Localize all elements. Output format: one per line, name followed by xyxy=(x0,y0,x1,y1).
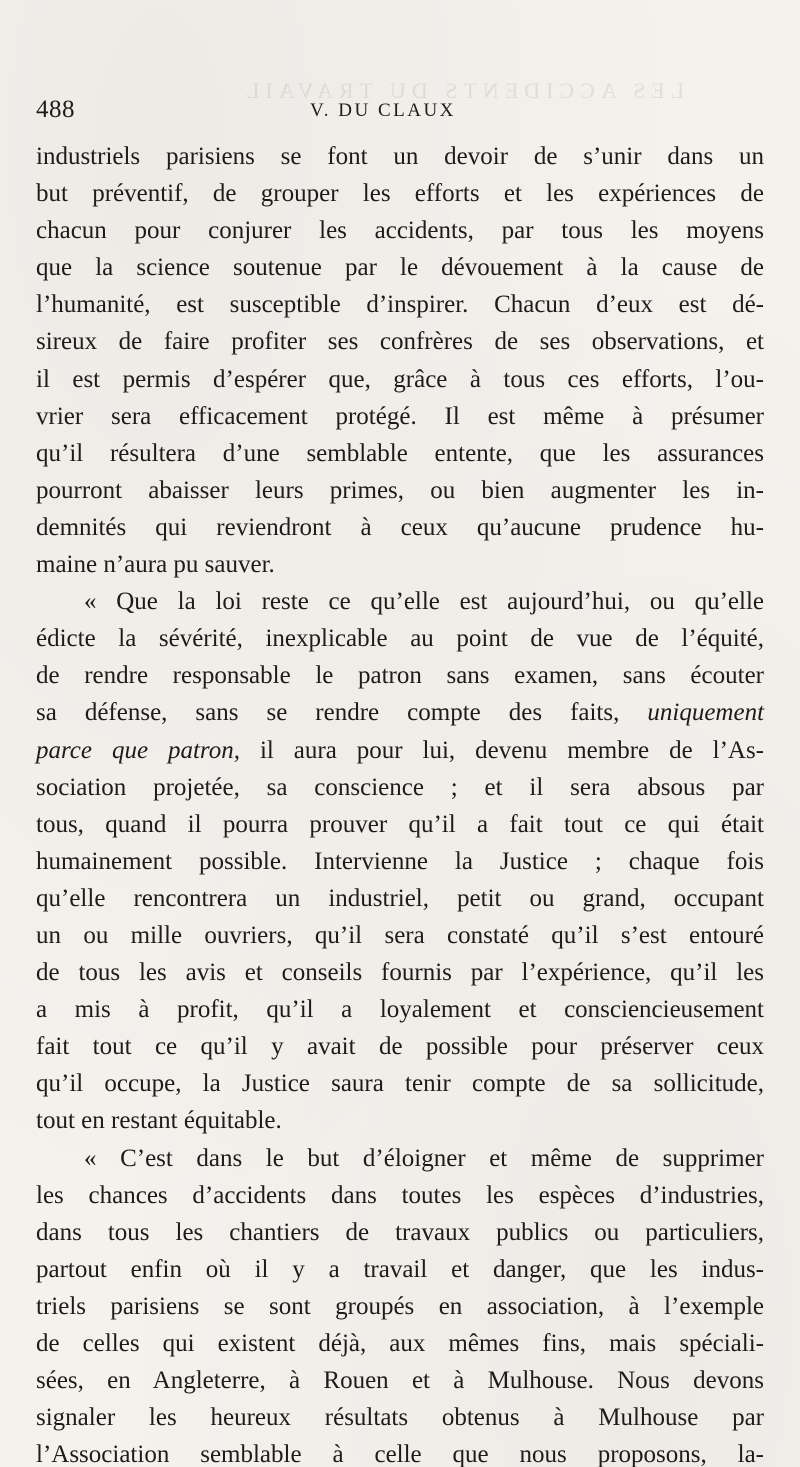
text-line xyxy=(36,991,764,1028)
text-line xyxy=(36,175,764,212)
line-text: vrier sera efficacement protégé. Il est même à présumer xyxy=(36,402,764,430)
line-text: a mis à profit, qu’il a loyalement et consciencieusement xyxy=(36,996,764,1024)
line-text: que la science soutenue par le dévouement à la cause de xyxy=(36,254,764,282)
line-text: de rendre responsable le patron sans examen, sans écouter xyxy=(36,662,764,690)
text-line xyxy=(36,657,764,694)
line-text: les chances d’accidents dans toutes les espèces d’industries, xyxy=(36,1181,764,1209)
line-text: triels parisiens se sont groupés en association, à l’exemple xyxy=(36,1292,764,1320)
text-line xyxy=(36,732,764,769)
line-text: sa défense, sans se rendre compte des faits, xyxy=(36,699,620,727)
text-line xyxy=(36,435,764,472)
line-text: humainement possible. Intervienne la Justice ; chaque fois xyxy=(36,847,764,875)
text-line xyxy=(36,1251,764,1288)
line-text: chacun pour conjurer les accidents, par tous les moyens xyxy=(36,217,764,245)
text-line xyxy=(36,323,764,360)
text-line xyxy=(36,1028,764,1065)
text-line xyxy=(36,694,764,731)
line-text: dans tous les chantiers de travaux publics ou particuliers, xyxy=(36,1218,764,1246)
line-text: édicte la sévérité, inexplicable au point de vue de l’équité, xyxy=(36,625,764,653)
line-text: qu’elle rencontrera un industriel, petit ou grand, occupant xyxy=(36,884,764,912)
text-line xyxy=(36,1288,764,1325)
line-text: l’humanité, est susceptible d’inspirer. Chacun d’eux est dé- xyxy=(36,291,764,319)
page-header xyxy=(36,96,766,126)
line-text: « Que la loi reste ce qu’elle est aujourd’hui, ou qu’elle xyxy=(84,588,764,616)
text-line xyxy=(36,1325,764,1362)
line-text: il est permis d’espérer que, grâce à tous ces efforts, l’ou- xyxy=(36,365,764,393)
text-line xyxy=(36,1065,764,1102)
line-text: tous, quand il pourra prouver qu’il a fait tout ce qui était xyxy=(36,810,764,838)
line-text: but préventif, de grouper les efforts et les expériences de xyxy=(36,180,764,208)
line-text: un ou mille ouvriers, qu’il sera constaté qu’il s’est entouré xyxy=(36,921,764,949)
text-line xyxy=(36,1436,764,1467)
body-text xyxy=(36,138,764,1467)
line-text: sociation projetée, sa conscience ; et il sera absous par xyxy=(36,773,764,801)
line-text: industriels parisiens se font un devoir de s’unir dans un xyxy=(36,143,764,170)
text-line xyxy=(36,249,764,286)
text-line xyxy=(36,769,764,806)
running-head: V. DU CLAUX xyxy=(310,100,456,121)
text-line xyxy=(36,917,764,954)
text-line xyxy=(36,1362,764,1399)
text-line xyxy=(36,806,764,843)
text-line xyxy=(36,1140,764,1177)
line-text: l’Association semblable à celle que nous proposons, la- xyxy=(36,1441,764,1467)
line-text: maine n’aura pu sauver. xyxy=(36,551,275,579)
show-through-text: LES ACCIDENTS DU TRAVAIL xyxy=(240,78,685,103)
line-text: qu’il occupe, la Justice saura tenir compte de sa sollicitude, xyxy=(36,1070,764,1098)
line-text: il aura pour lui, devenu membre de l’As- xyxy=(259,736,765,764)
line-text: « C’est dans le but d’éloigner et même de supprimer xyxy=(84,1144,764,1172)
text-line xyxy=(36,361,764,398)
text-line xyxy=(36,472,764,509)
line-text: qu’il résultera d’une semblable entente, que les assurances xyxy=(36,439,764,467)
line-text: fait tout ce qu’il y avait de possible pour préserver ceux xyxy=(36,1033,764,1061)
text-line xyxy=(36,138,764,175)
text-line xyxy=(36,954,764,991)
text-line xyxy=(36,843,764,880)
page-number: 488 xyxy=(36,96,75,123)
text-line xyxy=(36,1177,764,1214)
text-line xyxy=(36,583,764,620)
text-line xyxy=(36,1214,764,1251)
text-line xyxy=(36,620,764,657)
text-line xyxy=(36,509,764,546)
line-text: demnités qui reviendront à ceux qu’aucune prudence hu- xyxy=(36,513,764,541)
text-line xyxy=(36,1399,764,1436)
line-text: sireux de faire profiter ses confrères de ses observations, et xyxy=(36,328,764,356)
italic-text: parce que patron, xyxy=(36,736,240,764)
line-text: sées, en Angleterre, à Rouen et à Mulhouse. Nous devons xyxy=(36,1367,764,1395)
text-line xyxy=(36,398,764,435)
line-text: tout en restant équitable. xyxy=(36,1107,282,1135)
text-line xyxy=(36,1102,764,1139)
line-text: pourront abaisser leurs primes, ou bien augmenter les in- xyxy=(36,476,764,504)
text-line xyxy=(36,546,764,583)
line-text: partout enfin où il y a travail et danger, que les indus- xyxy=(36,1255,764,1283)
line-text: signaler les heureux résultats obtenus à Mulhouse par xyxy=(36,1404,764,1432)
italic-text: uniquement xyxy=(647,699,765,727)
text-line xyxy=(36,286,764,323)
text-line xyxy=(36,212,764,249)
line-text: de celles qui existent déjà, aux mêmes fins, mais spéciali- xyxy=(36,1330,764,1357)
text-line xyxy=(36,880,764,917)
line-text: de tous les avis et conseils fournis par l’expérience, qu’il les xyxy=(36,959,764,987)
